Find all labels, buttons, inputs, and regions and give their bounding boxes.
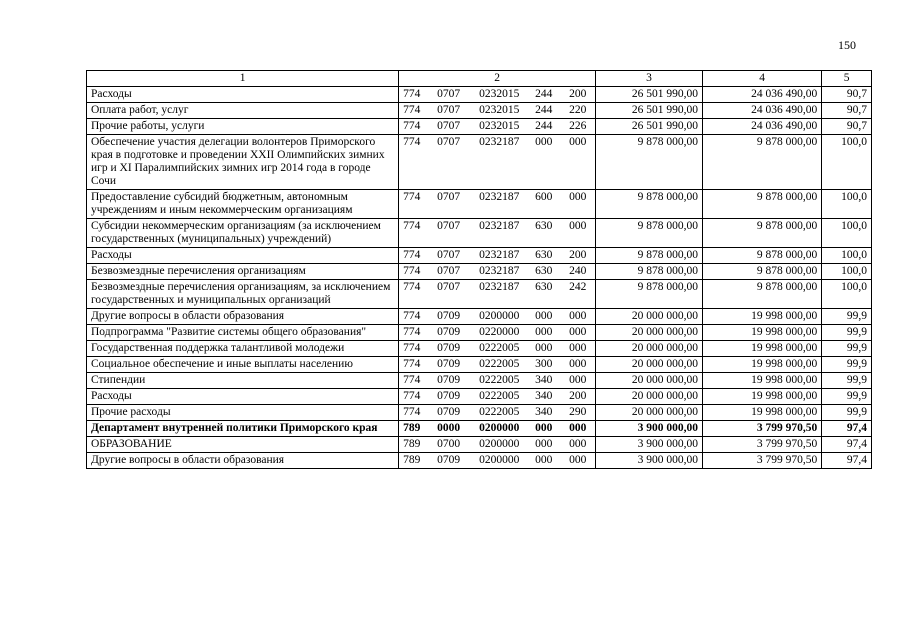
row-name-cell: Департамент внутренней политики Приморского края bbox=[87, 421, 399, 437]
code-part: 774 bbox=[403, 88, 421, 100]
table-row bbox=[87, 325, 872, 341]
code-part: 000 bbox=[535, 136, 553, 148]
executed-amount-cell: 9 878 000,00 bbox=[702, 280, 821, 309]
code-part: 340 bbox=[535, 390, 553, 402]
code-part: 000 bbox=[535, 310, 553, 322]
code-part: 000 bbox=[535, 422, 553, 434]
table-row bbox=[87, 135, 872, 190]
code-part: 0709 bbox=[437, 374, 461, 386]
planned-amount-cell: 9 878 000,00 bbox=[596, 190, 703, 219]
budget-code-cell bbox=[399, 119, 596, 135]
code-part: 774 bbox=[403, 265, 421, 277]
code-part: 0200000 bbox=[479, 454, 520, 466]
code-part: 0222005 bbox=[479, 358, 520, 370]
code-part: 0232015 bbox=[479, 88, 520, 100]
row-name-cell: Оплата работ, услуг bbox=[87, 103, 399, 119]
code-part: 630 bbox=[535, 220, 553, 232]
code-part: 774 bbox=[403, 191, 421, 203]
code-part: 0232187 bbox=[479, 191, 520, 203]
code-part: 220 bbox=[569, 104, 587, 116]
percent-cell: 99,9 bbox=[822, 405, 872, 421]
code-part: 226 bbox=[569, 120, 587, 132]
budget-table bbox=[86, 70, 872, 469]
code-part: 774 bbox=[403, 374, 421, 386]
table-row bbox=[87, 453, 872, 469]
code-part: 290 bbox=[569, 406, 587, 418]
code-part: 0707 bbox=[437, 249, 461, 261]
code-part: 0707 bbox=[437, 220, 461, 232]
executed-amount-cell: 24 036 490,00 bbox=[702, 119, 821, 135]
code-part: 340 bbox=[535, 406, 553, 418]
code-part: 000 bbox=[569, 342, 587, 354]
code-part: 0200000 bbox=[479, 438, 520, 450]
code-part: 0222005 bbox=[479, 374, 520, 386]
percent-cell: 99,9 bbox=[822, 309, 872, 325]
header-cell: 3 bbox=[596, 71, 703, 87]
row-name-cell: Предоставление субсидий бюджетным, автономным учреждениям и иным некоммерческим организациям bbox=[87, 190, 399, 219]
code-part: 0232187 bbox=[479, 265, 520, 277]
budget-code-cell bbox=[399, 248, 596, 264]
budget-code-cell bbox=[399, 190, 596, 219]
row-name-cell: Обеспечение участия делегации волонтеров Приморского края в подготовке и проведении XXII Олимпийских зимних игр и XI Паралимпийских зимних игр 2014 года в городе Сочи bbox=[87, 135, 399, 190]
percent-cell: 99,9 bbox=[822, 357, 872, 373]
code-part: 630 bbox=[535, 265, 553, 277]
code-part: 774 bbox=[403, 326, 421, 338]
executed-amount-cell: 19 998 000,00 bbox=[702, 389, 821, 405]
code-part: 200 bbox=[569, 390, 587, 402]
executed-amount-cell: 19 998 000,00 bbox=[702, 325, 821, 341]
code-part: 000 bbox=[569, 326, 587, 338]
planned-amount-cell: 9 878 000,00 bbox=[596, 280, 703, 309]
table-row bbox=[87, 373, 872, 389]
percent-cell: 99,9 bbox=[822, 325, 872, 341]
code-part: 774 bbox=[403, 406, 421, 418]
budget-code-cell bbox=[399, 373, 596, 389]
code-part: 000 bbox=[535, 454, 553, 466]
row-name-cell: Подпрограмма "Развитие системы общего образования" bbox=[87, 325, 399, 341]
row-name-cell: Безвозмездные перечисления организациям bbox=[87, 264, 399, 280]
code-part: 600 bbox=[535, 191, 553, 203]
code-part: 0709 bbox=[437, 342, 461, 354]
budget-code-cell bbox=[399, 103, 596, 119]
row-name-cell: Другие вопросы в области образования bbox=[87, 309, 399, 325]
percent-cell: 99,9 bbox=[822, 373, 872, 389]
executed-amount-cell: 19 998 000,00 bbox=[702, 373, 821, 389]
budget-code-cell bbox=[399, 325, 596, 341]
planned-amount-cell: 9 878 000,00 bbox=[596, 248, 703, 264]
table-row bbox=[87, 190, 872, 219]
code-part: 0232187 bbox=[479, 136, 520, 148]
row-name-cell: Прочие расходы bbox=[87, 405, 399, 421]
planned-amount-cell: 20 000 000,00 bbox=[596, 405, 703, 421]
executed-amount-cell: 19 998 000,00 bbox=[702, 405, 821, 421]
percent-cell: 100,0 bbox=[822, 280, 872, 309]
code-part: 0232015 bbox=[479, 104, 520, 116]
budget-code-cell bbox=[399, 405, 596, 421]
code-part: 774 bbox=[403, 390, 421, 402]
code-part: 000 bbox=[569, 310, 587, 322]
table-row bbox=[87, 405, 872, 421]
code-part: 0707 bbox=[437, 136, 461, 148]
code-part: 0707 bbox=[437, 120, 461, 132]
row-name-cell: Государственная поддержка талантливой молодежи bbox=[87, 341, 399, 357]
planned-amount-cell: 20 000 000,00 bbox=[596, 357, 703, 373]
planned-amount-cell: 20 000 000,00 bbox=[596, 389, 703, 405]
header-cell: 5 bbox=[822, 71, 872, 87]
executed-amount-cell: 3 799 970,50 bbox=[702, 421, 821, 437]
code-part: 0707 bbox=[437, 88, 461, 100]
code-part: 000 bbox=[569, 220, 587, 232]
planned-amount-cell: 3 900 000,00 bbox=[596, 437, 703, 453]
code-part: 000 bbox=[569, 374, 587, 386]
code-part: 000 bbox=[535, 342, 553, 354]
code-part: 300 bbox=[535, 358, 553, 370]
table-row bbox=[87, 357, 872, 373]
table-row bbox=[87, 103, 872, 119]
code-part: 0232187 bbox=[479, 281, 520, 293]
budget-code-cell bbox=[399, 437, 596, 453]
code-part: 774 bbox=[403, 310, 421, 322]
percent-cell: 99,9 bbox=[822, 389, 872, 405]
code-part: 000 bbox=[569, 136, 587, 148]
code-part: 244 bbox=[535, 88, 553, 100]
budget-code-cell bbox=[399, 264, 596, 280]
code-part: 774 bbox=[403, 358, 421, 370]
code-part: 0709 bbox=[437, 358, 461, 370]
code-part: 0707 bbox=[437, 104, 461, 116]
executed-amount-cell: 24 036 490,00 bbox=[702, 103, 821, 119]
row-name-cell: Другие вопросы в области образования bbox=[87, 453, 399, 469]
planned-amount-cell: 26 501 990,00 bbox=[596, 103, 703, 119]
header-cell: 2 bbox=[399, 71, 596, 87]
planned-amount-cell: 20 000 000,00 bbox=[596, 325, 703, 341]
code-part: 0000 bbox=[437, 422, 461, 434]
code-part: 774 bbox=[403, 136, 421, 148]
percent-cell: 90,7 bbox=[822, 103, 872, 119]
executed-amount-cell: 19 998 000,00 bbox=[702, 341, 821, 357]
code-part: 244 bbox=[535, 120, 553, 132]
table-body bbox=[87, 71, 872, 469]
executed-amount-cell: 9 878 000,00 bbox=[702, 135, 821, 190]
budget-code-cell bbox=[399, 357, 596, 373]
code-part: 000 bbox=[535, 326, 553, 338]
budget-code-cell bbox=[399, 280, 596, 309]
code-part: 0232187 bbox=[479, 220, 520, 232]
percent-cell: 100,0 bbox=[822, 248, 872, 264]
code-part: 200 bbox=[569, 88, 587, 100]
budget-code-cell bbox=[399, 87, 596, 103]
code-part: 789 bbox=[403, 438, 421, 450]
code-part: 000 bbox=[569, 191, 587, 203]
code-part: 240 bbox=[569, 265, 587, 277]
table-row bbox=[87, 309, 872, 325]
planned-amount-cell: 20 000 000,00 bbox=[596, 373, 703, 389]
code-part: 000 bbox=[569, 422, 587, 434]
row-name-cell: Субсидии некоммерческим организациям (за исключением государственных (муниципальных) учреждений) bbox=[87, 219, 399, 248]
table-row bbox=[87, 119, 872, 135]
code-part: 0707 bbox=[437, 265, 461, 277]
table-row bbox=[87, 437, 872, 453]
code-part: 0709 bbox=[437, 326, 461, 338]
code-part: 200 bbox=[569, 249, 587, 261]
percent-cell: 90,7 bbox=[822, 119, 872, 135]
code-part: 0700 bbox=[437, 438, 461, 450]
budget-code-cell bbox=[399, 309, 596, 325]
executed-amount-cell: 24 036 490,00 bbox=[702, 87, 821, 103]
table-row bbox=[87, 87, 872, 103]
page-number: 150 bbox=[838, 38, 856, 52]
table-header-row bbox=[87, 71, 872, 87]
executed-amount-cell: 9 878 000,00 bbox=[702, 248, 821, 264]
budget-code-cell bbox=[399, 389, 596, 405]
code-part: 774 bbox=[403, 249, 421, 261]
planned-amount-cell: 26 501 990,00 bbox=[596, 119, 703, 135]
code-part: 630 bbox=[535, 281, 553, 293]
code-part: 0709 bbox=[437, 310, 461, 322]
percent-cell: 97,4 bbox=[822, 421, 872, 437]
planned-amount-cell: 26 501 990,00 bbox=[596, 87, 703, 103]
code-part: 0200000 bbox=[479, 310, 520, 322]
code-part: 0222005 bbox=[479, 342, 520, 354]
table-row bbox=[87, 219, 872, 248]
planned-amount-cell: 20 000 000,00 bbox=[596, 309, 703, 325]
row-name-cell: Расходы bbox=[87, 389, 399, 405]
executed-amount-cell: 3 799 970,50 bbox=[702, 437, 821, 453]
table-row bbox=[87, 280, 872, 309]
code-part: 244 bbox=[535, 104, 553, 116]
table-row bbox=[87, 341, 872, 357]
code-part: 242 bbox=[569, 281, 587, 293]
budget-code-cell bbox=[399, 219, 596, 248]
code-part: 000 bbox=[569, 438, 587, 450]
row-name-cell: Безвозмездные перечисления организациям, за исключением государственных и муниципальных организаций bbox=[87, 280, 399, 309]
planned-amount-cell: 9 878 000,00 bbox=[596, 135, 703, 190]
code-part: 789 bbox=[403, 422, 421, 434]
row-name-cell: Социальное обеспечение и иные выплаты населению bbox=[87, 357, 399, 373]
code-part: 774 bbox=[403, 120, 421, 132]
planned-amount-cell: 9 878 000,00 bbox=[596, 264, 703, 280]
code-part: 0222005 bbox=[479, 406, 520, 418]
table-row bbox=[87, 264, 872, 280]
code-part: 774 bbox=[403, 220, 421, 232]
executed-amount-cell: 3 799 970,50 bbox=[702, 453, 821, 469]
table-row bbox=[87, 421, 872, 437]
percent-cell: 100,0 bbox=[822, 219, 872, 248]
percent-cell: 100,0 bbox=[822, 264, 872, 280]
code-part: 000 bbox=[569, 358, 587, 370]
table-row bbox=[87, 248, 872, 264]
code-part: 0709 bbox=[437, 390, 461, 402]
table-row bbox=[87, 389, 872, 405]
planned-amount-cell: 20 000 000,00 bbox=[596, 341, 703, 357]
code-part: 000 bbox=[535, 438, 553, 450]
executed-amount-cell: 9 878 000,00 bbox=[702, 219, 821, 248]
code-part: 0200000 bbox=[479, 422, 520, 434]
budget-code-cell bbox=[399, 453, 596, 469]
code-part: 0709 bbox=[437, 406, 461, 418]
code-part: 774 bbox=[403, 342, 421, 354]
percent-cell: 97,4 bbox=[822, 453, 872, 469]
code-part: 000 bbox=[569, 454, 587, 466]
code-part: 0707 bbox=[437, 191, 461, 203]
row-name-cell: ОБРАЗОВАНИЕ bbox=[87, 437, 399, 453]
executed-amount-cell: 19 998 000,00 bbox=[702, 309, 821, 325]
code-part: 0222005 bbox=[479, 390, 520, 402]
percent-cell: 100,0 bbox=[822, 135, 872, 190]
code-part: 0232187 bbox=[479, 249, 520, 261]
row-name-cell: Расходы bbox=[87, 248, 399, 264]
percent-cell: 100,0 bbox=[822, 190, 872, 219]
code-part: 0707 bbox=[437, 281, 461, 293]
code-part: 0709 bbox=[437, 454, 461, 466]
budget-code-cell bbox=[399, 341, 596, 357]
planned-amount-cell: 3 900 000,00 bbox=[596, 453, 703, 469]
code-part: 630 bbox=[535, 249, 553, 261]
executed-amount-cell: 19 998 000,00 bbox=[702, 357, 821, 373]
row-name-cell: Стипендии bbox=[87, 373, 399, 389]
planned-amount-cell: 3 900 000,00 bbox=[596, 421, 703, 437]
percent-cell: 99,9 bbox=[822, 341, 872, 357]
row-name-cell: Прочие работы, услуги bbox=[87, 119, 399, 135]
percent-cell: 97,4 bbox=[822, 437, 872, 453]
code-part: 774 bbox=[403, 104, 421, 116]
code-part: 774 bbox=[403, 281, 421, 293]
executed-amount-cell: 9 878 000,00 bbox=[702, 264, 821, 280]
header-cell: 1 bbox=[87, 71, 399, 87]
percent-cell: 90,7 bbox=[822, 87, 872, 103]
budget-code-cell bbox=[399, 421, 596, 437]
header-cell: 4 bbox=[702, 71, 821, 87]
row-name-cell: Расходы bbox=[87, 87, 399, 103]
budget-code-cell bbox=[399, 135, 596, 190]
code-part: 0220000 bbox=[479, 326, 520, 338]
code-part: 340 bbox=[535, 374, 553, 386]
planned-amount-cell: 9 878 000,00 bbox=[596, 219, 703, 248]
executed-amount-cell: 9 878 000,00 bbox=[702, 190, 821, 219]
code-part: 789 bbox=[403, 454, 421, 466]
code-part: 0232015 bbox=[479, 120, 520, 132]
